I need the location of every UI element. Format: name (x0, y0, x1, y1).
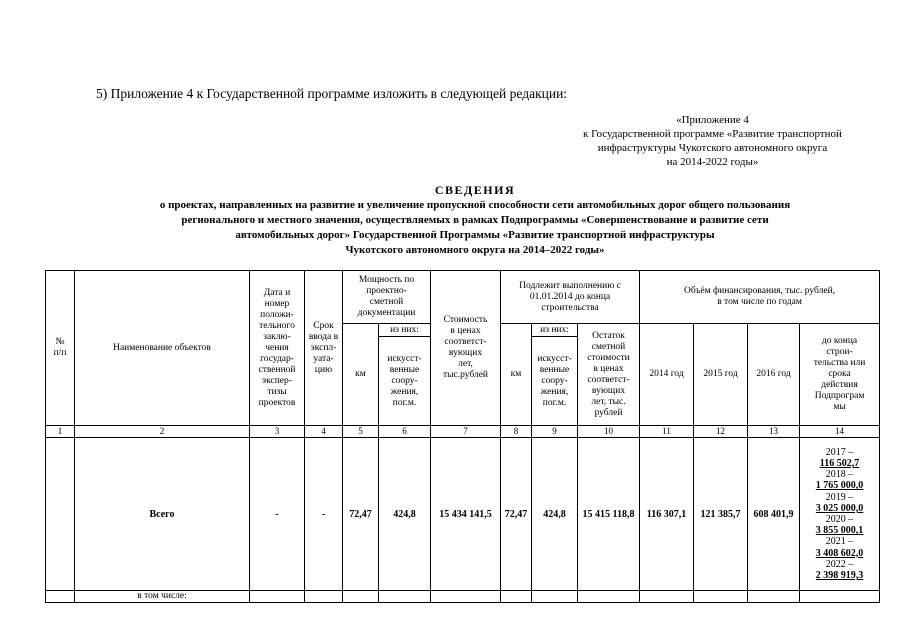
total-num (46, 438, 75, 591)
column-number: 2 (75, 426, 250, 438)
empty-cell (250, 591, 305, 603)
header-of-them: из них: (379, 324, 431, 337)
year-amount: 3 855 000,1 (815, 525, 864, 537)
header-artificial-structures: искусст- венные соору- жения, пог.м. (379, 337, 431, 426)
empty-cell (46, 591, 75, 603)
empty-cell (578, 591, 640, 603)
header-until-end: до конца строи- тельства или срока действия Подпрограм мы (800, 324, 880, 426)
including-row (46, 591, 880, 603)
column-number: 6 (379, 426, 431, 438)
column-number: 8 (501, 426, 532, 438)
total-km-remaining: 72,47 (501, 438, 532, 591)
appendix-line: инфраструктуры Чукотского автономного округа (597, 142, 828, 154)
year-amount: 1 765 000,0 (815, 480, 864, 492)
total-artificial: 424,8 (379, 438, 431, 591)
column-numbers-row (46, 426, 880, 438)
column-number: 12 (694, 426, 748, 438)
total-cost: 15 434 141,5 (431, 438, 501, 591)
total-row (46, 438, 880, 591)
year-label: 2022 – (825, 558, 854, 570)
column-number: 9 (532, 426, 578, 438)
empty-cell (501, 591, 532, 603)
appendix-line: на 2014-2022 годы» (666, 156, 759, 168)
empty-cell (694, 591, 748, 603)
year-label: 2020 – (825, 514, 854, 525)
intro-text: 5) Приложение 4 к Государственной программе изложить в следующей редакции: (96, 86, 568, 101)
header-subject: Подлежит выполнению с 01.01.2014 до конца строительства (501, 271, 640, 324)
empty-cell (379, 591, 431, 603)
year-label: 2019 – (825, 491, 854, 503)
year-amount: 116 502,7 (819, 457, 860, 469)
heading-line: регионального и местного значения, осуществляемых в рамках Подпрограммы «Совершенствование и развитие сети (181, 214, 769, 226)
total-year-2015: 121 385,7 (694, 438, 748, 591)
year-label: 2017 – (825, 446, 854, 458)
header-name: Наименование объектов (75, 271, 250, 426)
header-km: км (343, 324, 379, 426)
year-amount: 2 398 919,3 (815, 570, 864, 582)
total-km: 72,47 (343, 438, 379, 591)
heading-line: о проектах, направленных на развитие и увеличение пропускной способности сети автомобильных дорог общего пользования (159, 199, 791, 211)
column-number: 5 (343, 426, 379, 438)
year-amount: 3 025 000,0 (815, 502, 864, 514)
total-year-2016: 608 401,9 (748, 438, 800, 591)
total-name: Всего (75, 438, 250, 591)
year-label: 2021 – (825, 536, 854, 548)
total-year-2014: 116 307,1 (640, 438, 694, 591)
heading-title: СВЕДЕНИЯ (434, 183, 516, 197)
column-number: 14 (800, 426, 880, 438)
total-until-end (800, 438, 880, 591)
column-number: 4 (305, 426, 343, 438)
empty-cell (343, 591, 379, 603)
header-term: Срок ввода в экспл- уата- цию (305, 271, 343, 426)
column-number: 11 (640, 426, 694, 438)
empty-cell (431, 591, 501, 603)
header-year-2015: 2015 год (694, 324, 748, 426)
header-km: км (501, 324, 532, 426)
year-label: 2018 – (825, 469, 854, 481)
total-artificial-remaining: 424,8 (532, 438, 578, 591)
total-term: - (305, 438, 343, 591)
heading-line: автомобильных дорог» Государственной Программы «Развитие транспортной инфраструктуры (235, 229, 715, 241)
header-financing: Объём финансирования, тыс. рублей, в том числе по годам (640, 271, 880, 324)
total-remainder: 15 415 118,8 (578, 438, 640, 591)
appendix-reference (540, 113, 885, 169)
column-number: 10 (578, 426, 640, 438)
empty-cell (532, 591, 578, 603)
heading-line: Чукотского автономного округа на 2014–2022 годы» (345, 244, 605, 256)
year-amount: 3 408 602,0 (815, 547, 864, 559)
projects-table (45, 270, 880, 603)
header-year-2014: 2014 год (640, 324, 694, 426)
appendix-line: к Государственной программе «Развитие транспортной (583, 128, 842, 140)
header-remainder: Остаток сметной стоимости в ценах соответст- вующих лет, тыс. рублей (578, 324, 640, 426)
empty-cell (800, 591, 880, 603)
header-cost: Стоимость в ценах соответст- вующих лет, тыс.рублей (431, 271, 501, 426)
header-of-them: из них: (532, 324, 578, 337)
header-capacity: Мощность по проектно- сметной документации (343, 271, 431, 324)
header-num: № п/п (46, 271, 75, 426)
including-label: в том числе: (75, 591, 250, 603)
header-date: Дата и номер положи- тельного заклю- чения государ- ственной экспер- тизы проектов (250, 271, 305, 426)
total-date: - (250, 438, 305, 591)
document-heading (40, 183, 905, 258)
column-number: 3 (250, 426, 305, 438)
empty-cell (748, 591, 800, 603)
column-number: 7 (431, 426, 501, 438)
column-number: 13 (748, 426, 800, 438)
empty-cell (305, 591, 343, 603)
header-artificial-structures: искусст- венные соору- жения, пог.м. (532, 337, 578, 426)
header-year-2016: 2016 год (748, 324, 800, 426)
appendix-line: «Приложение 4 (676, 114, 749, 126)
column-number: 1 (46, 426, 75, 438)
empty-cell (640, 591, 694, 603)
